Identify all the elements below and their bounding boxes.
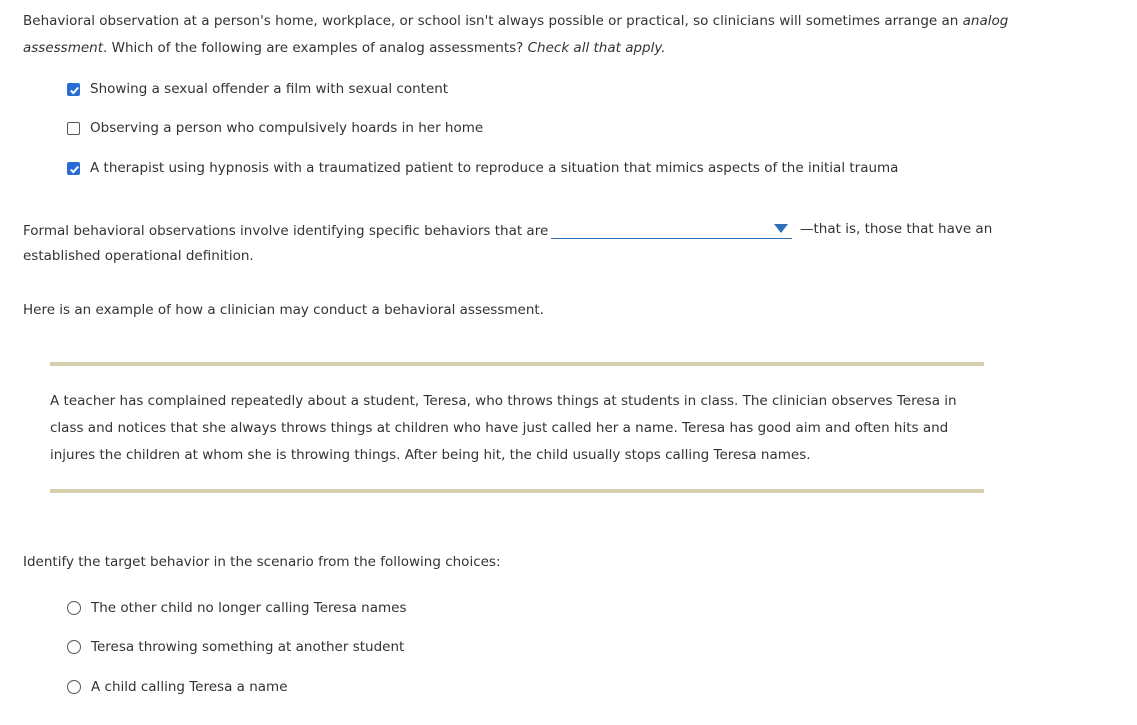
radio-option-label: The other child no longer calling Teresa names [91,600,407,616]
radio-unselected-icon[interactable] [67,601,81,615]
radio-unselected-icon[interactable] [67,680,81,694]
checkbox-option-3[interactable] [67,158,898,178]
radio-option-1[interactable] [67,598,406,618]
scenario-line-2: class and notices that she always throws things at children who have just called her a name. Teresa has good aim and often hits and [50,420,949,436]
question-1-line-2 [23,35,1008,62]
checkbox-option-label: Observing a person who compulsively hoards in her home [90,120,484,136]
scenario-top-divider [50,362,984,366]
assessment-term: assessment [23,40,104,56]
checkbox-option-label: A therapist using hypnosis with a traumatized patient to reproduce a situation that mimics aspects of the initial trauma [90,160,899,176]
checkbox-unchecked-icon[interactable] [67,122,80,135]
radio-option-2[interactable] [67,637,404,657]
radio-option-label: A child calling Teresa a name [91,679,288,695]
question-3-prompt: Identify the target behavior in the scenario from the following choices: [23,554,501,570]
checkbox-checked-icon[interactable] [67,162,80,175]
answer-dropdown[interactable] [551,220,792,239]
question-1-prompt [23,8,1008,62]
radio-unselected-icon[interactable] [67,640,81,654]
checkbox-checked-icon[interactable] [67,83,80,96]
scenario-line-1: A teacher has complained repeatedly about a student, Teresa, who throws things at students in class. The clinician observes Teresa in [50,393,957,409]
check-all-instruction: Check all that apply. [527,40,666,56]
radio-option-label: Teresa throwing something at another student [91,639,405,655]
analog-term: analog [962,13,1009,29]
question-1-line-1 [23,13,1008,29]
radio-option-3[interactable] [67,677,288,697]
scenario-bottom-divider [50,489,984,493]
example-intro-text: Here is an example of how a clinician may conduct a behavioral assessment. [23,302,544,318]
dropdown-arrow-icon[interactable] [774,224,788,233]
checkbox-option-label: Showing a sexual offender a film with sexual content [90,81,449,97]
checkbox-option-1[interactable] [67,79,448,99]
question-2-text-before: Formal behavioral observations involve identifying specific behaviors that are [23,223,549,239]
question-1-text: Behavioral observation at a person's home, workplace, or school isn't always possible or practical, so clinicians will sometimes arrange an [23,13,963,29]
checkbox-option-2[interactable] [67,118,483,138]
question-2-text-line-2: established operational definition. [23,248,254,264]
question-2-text-after: —that is, those that have an [800,221,993,237]
scenario-text [50,388,980,469]
scenario-line-3: injures the children at whom she is throwing things. After being hit, the child usually stops calling Teresa names. [50,447,811,463]
question-1-text-2: . Which of the following are examples of analog assessments? [103,40,528,56]
